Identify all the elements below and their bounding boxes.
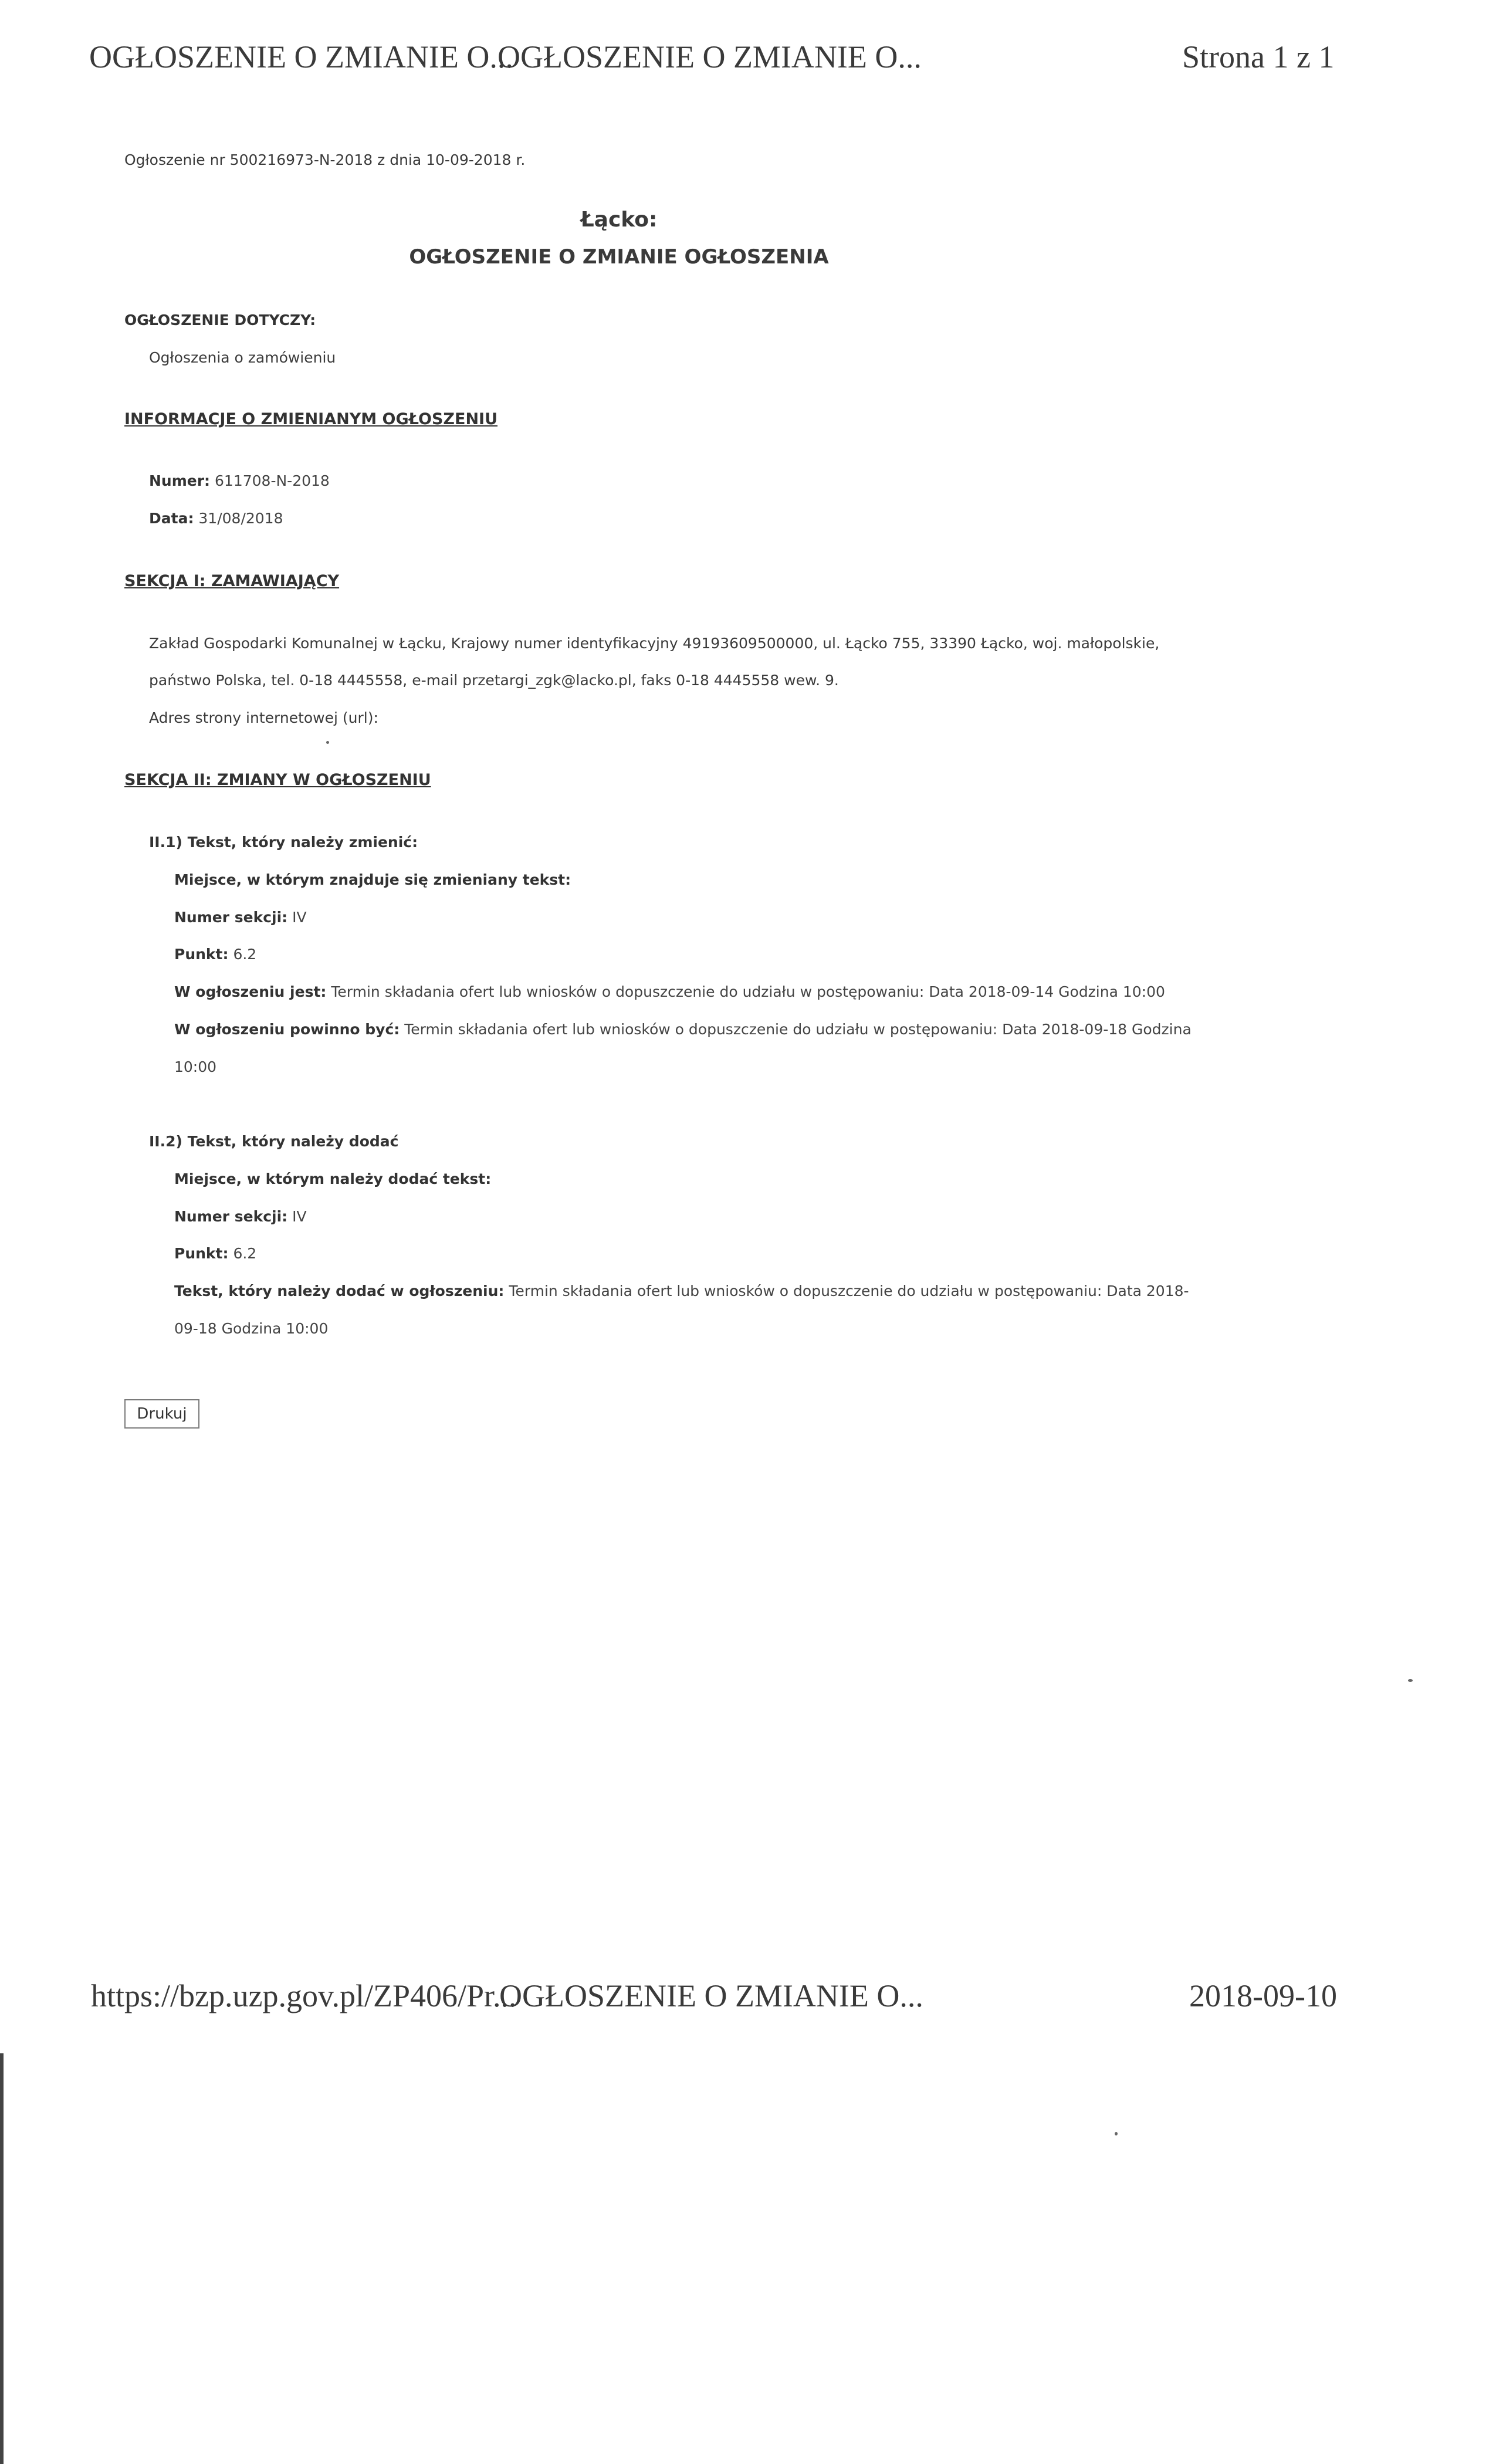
print-footer-title: OGŁOSZENIE O ZMIANIE O... — [499, 1978, 923, 2013]
print-header-title-left: OGŁOSZENIE O ZMIANIE O... — [89, 39, 513, 75]
changed-notice-date-value: 31/08/2018 — [198, 510, 283, 527]
changed-notice-number-label: Numer: — [149, 472, 211, 489]
changed-notice-number — [149, 473, 330, 488]
changed-notice-date — [149, 511, 283, 526]
scan-speck — [326, 741, 329, 744]
change2-section-value: IV — [292, 1208, 307, 1225]
print-footer-url: https://bzp.uzp.gov.pl/ZP406/Pr... — [91, 1978, 517, 2013]
change1-should-value-cont: 10:00 — [174, 1058, 217, 1075]
print-footer-date: 2018-09-10 — [1189, 1978, 1337, 2013]
change1-point-value: 6.2 — [233, 946, 257, 963]
change2-add-label: Tekst, który należy dodać w ogłoszeniu: — [174, 1282, 505, 1299]
section2-heading: SEKCJA II: ZMIANY W OGŁOSZENIU — [124, 771, 431, 789]
change2-point-label: Punkt: — [174, 1245, 229, 1262]
scan-speck — [1408, 1679, 1413, 1682]
change1-is-label: W ogłoszeniu jest: — [174, 983, 327, 1000]
change1-section — [174, 910, 307, 925]
notice-concerns-value: Ogłoszenia o zamówieniu — [149, 349, 336, 366]
changed-notice-heading: INFORMACJE O ZMIENIANYM OGŁOSZENIU — [124, 410, 498, 428]
change2-title: II.2) Tekst, który należy dodać — [149, 1133, 399, 1150]
change1-title: II.1) Tekst, który należy zmienić: — [149, 834, 418, 851]
print-header-title-middle: OGŁOSZENIE O ZMIANIE O... — [497, 39, 922, 75]
change2-point — [174, 1246, 256, 1261]
change1-should-value: Termin składania ofert lub wniosków o dopuszczenie do udziału w postępowaniu: Data 2018-09-18 Godzina — [404, 1021, 1192, 1038]
change2-add-value: Termin składania ofert lub wniosków o dopuszczenie do udziału w postępowaniu: Data 2018- — [509, 1282, 1189, 1299]
section1-address-line2: państwo Polska, tel. 0-18 4445558, e-mail przetargi_zgk@lacko.pl, faks 0-18 4445558 wew. 9. — [149, 672, 839, 689]
changed-notice-number-value: 611708-N-2018 — [215, 472, 330, 489]
change2-section-label: Numer sekcji: — [174, 1208, 288, 1225]
change1-should-label: W ogłoszeniu powinno być: — [174, 1021, 400, 1038]
section1-heading: SEKCJA I: ZAMAWIAJĄCY — [124, 572, 340, 590]
print-button[interactable]: Drukuj — [124, 1399, 199, 1429]
notice-concerns-label: OGŁOSZENIE DOTYCZY: — [124, 312, 316, 329]
change1-point-label: Punkt: — [174, 946, 229, 963]
change1-should — [174, 1022, 1192, 1037]
change1-place-label: Miejsce, w którym znajduje się zmieniany tekst: — [174, 871, 571, 888]
notice-title: OGŁOSZENIE O ZMIANIE OGŁOSZENIA — [409, 245, 829, 269]
change2-section — [174, 1209, 307, 1224]
change1-is-value: Termin składania ofert lub wniosków o dopuszczenie do udziału w postępowaniu: Data 2018-09-14 Godzina 10:00 — [331, 983, 1165, 1000]
changed-notice-date-label: Data: — [149, 510, 194, 527]
change1-is — [174, 984, 1165, 999]
change1-point — [174, 947, 256, 962]
scan-edge-shadow — [0, 2053, 4, 2464]
change2-add — [174, 1284, 1189, 1298]
notice-number-line: Ogłoszenie nr 500216973-N-2018 z dnia 10-09-2018 r. — [124, 151, 526, 168]
notice-location: Łącko: — [580, 208, 658, 232]
change1-section-label: Numer sekcji: — [174, 909, 288, 926]
change2-point-value: 6.2 — [233, 1245, 257, 1262]
print-header-page-info: Strona 1 z 1 — [1182, 39, 1335, 75]
section1-address-line1: Zakład Gospodarki Komunalnej w Łącku, Krajowy numer identyfikacyjny 49193609500000, ul. Łącko 755, 33390 Łącko, woj. małopolskie, — [149, 635, 1160, 652]
change1-section-value: IV — [292, 909, 307, 926]
section1-url-label: Adres strony internetowej (url): — [149, 709, 378, 726]
change2-add-value-cont: 09-18 Godzina 10:00 — [174, 1320, 329, 1337]
change2-place-label: Miejsce, w którym należy dodać tekst: — [174, 1170, 492, 1187]
scan-speck — [1115, 2132, 1118, 2135]
